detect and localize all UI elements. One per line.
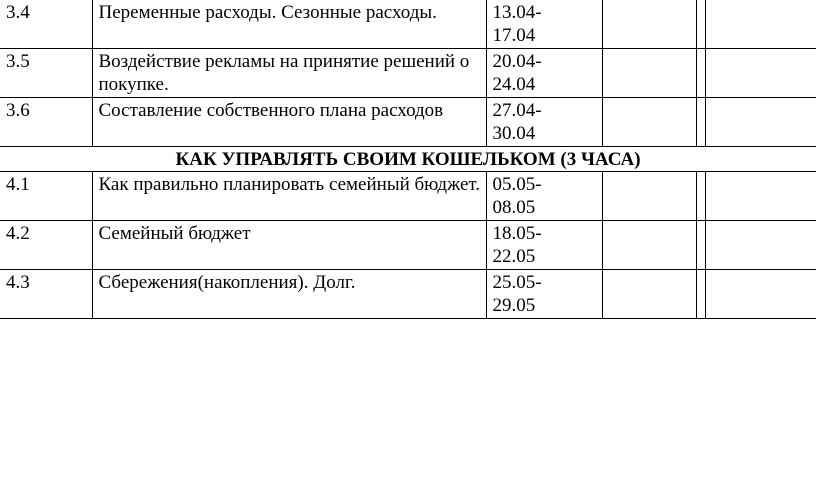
date-end: 22.05 xyxy=(492,246,536,267)
empty-cell xyxy=(696,49,705,98)
lesson-topic: Семейный бюджет xyxy=(92,221,486,270)
date-start: 05.05- xyxy=(492,174,542,195)
section-header-row xyxy=(0,147,816,172)
empty-cell xyxy=(705,49,816,98)
lesson-number: 3.4 xyxy=(0,0,92,49)
table-row xyxy=(0,270,816,319)
lesson-number: 4.3 xyxy=(0,270,92,319)
empty-cell xyxy=(705,221,816,270)
empty-cell xyxy=(696,98,705,147)
empty-cell xyxy=(602,0,696,49)
lesson-number: 4.2 xyxy=(0,221,92,270)
lesson-number: 3.6 xyxy=(0,98,92,147)
empty-cell xyxy=(602,270,696,319)
lesson-topic: Сбережения(накопления). Долг. xyxy=(92,270,486,319)
lesson-topic: Как правильно планировать семейный бюджет. xyxy=(92,172,486,221)
lesson-topic: Переменные расходы. Сезонные расходы. xyxy=(92,0,486,49)
lesson-date xyxy=(486,172,602,221)
date-end: 30.04 xyxy=(492,123,536,144)
date-end: 29.05 xyxy=(492,295,536,316)
date-end: 24.04 xyxy=(492,74,536,95)
table-row xyxy=(0,0,816,49)
table-row xyxy=(0,221,816,270)
lesson-date xyxy=(486,98,602,147)
table-row xyxy=(0,98,816,147)
empty-cell xyxy=(696,221,705,270)
lesson-topic: Составление собственного плана расходов xyxy=(92,98,486,147)
section-title: КАК УПРАВЛЯТЬ СВОИМ КОШЕЛЬКОМ (3 ЧАСА) xyxy=(0,147,816,172)
empty-cell xyxy=(705,0,816,49)
empty-cell xyxy=(696,270,705,319)
lesson-date xyxy=(486,270,602,319)
table-row xyxy=(0,172,816,221)
date-start: 13.04- xyxy=(492,2,542,23)
lesson-number: 3.5 xyxy=(0,49,92,98)
date-start: 25.05- xyxy=(492,272,542,293)
lesson-date xyxy=(486,0,602,49)
lesson-date xyxy=(486,49,602,98)
date-start: 20.04- xyxy=(492,51,542,72)
date-start: 18.05- xyxy=(492,223,542,244)
lesson-number: 4.1 xyxy=(0,172,92,221)
date-end: 17.04 xyxy=(492,25,536,46)
empty-cell xyxy=(705,98,816,147)
table-row xyxy=(0,49,816,98)
empty-cell xyxy=(602,172,696,221)
empty-cell xyxy=(696,0,705,49)
empty-cell xyxy=(602,98,696,147)
empty-cell xyxy=(705,270,816,319)
empty-cell xyxy=(602,49,696,98)
empty-cell xyxy=(696,172,705,221)
lesson-date xyxy=(486,221,602,270)
lesson-topic: Воздействие рекламы на принятие решений о покупке. xyxy=(92,49,486,98)
date-start: 27.04- xyxy=(492,100,542,121)
empty-cell xyxy=(602,221,696,270)
date-end: 08.05 xyxy=(492,197,536,218)
empty-cell xyxy=(705,172,816,221)
